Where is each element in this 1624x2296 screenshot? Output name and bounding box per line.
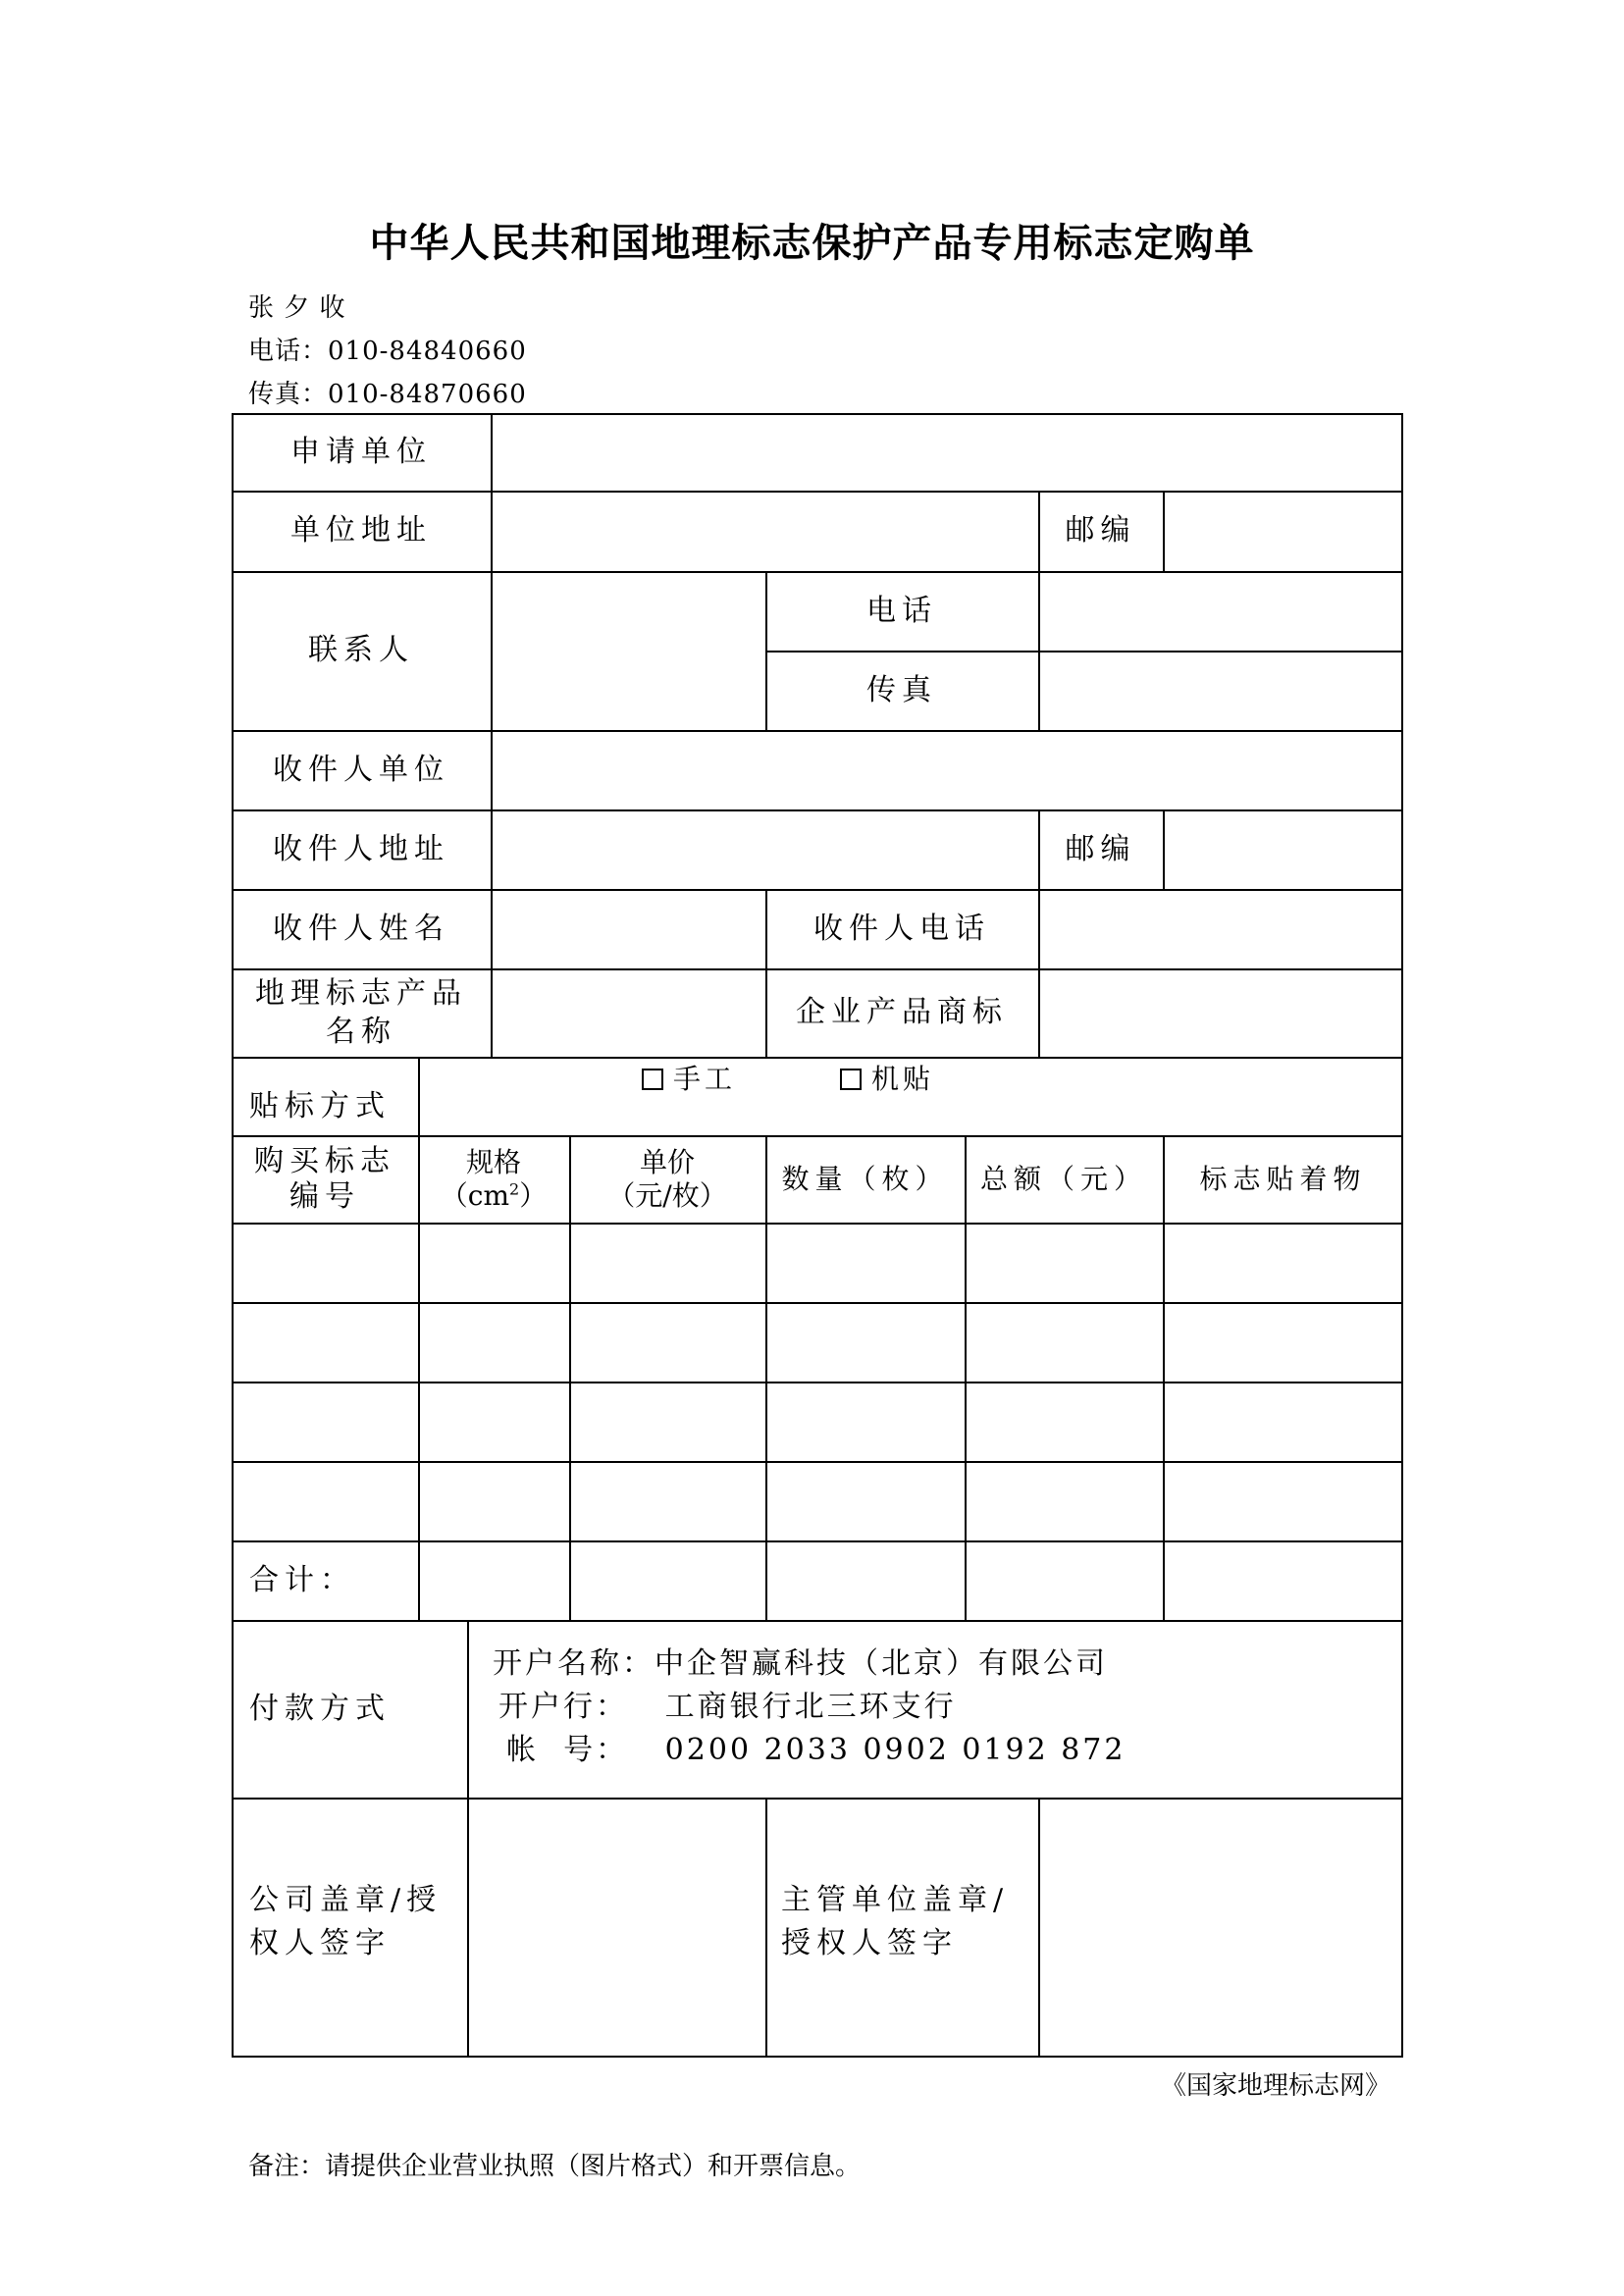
contact-person-label: 联系人 [308,633,414,667]
option-machine-label: 机贴 [871,1063,935,1096]
unit-address-field[interactable] [493,493,1038,571]
phone-field[interactable] [1040,573,1401,651]
table-row[interactable] [234,1463,1401,1540]
header-attached-to: 标志贴着物 [1199,1162,1367,1195]
option-manual-label: 手工 [673,1063,737,1096]
payment-details [493,1643,1126,1772]
account-name: 开户名称：中企智赢科技（北京）有限公司 [493,1646,1108,1681]
receiver-phone-label: 收件人电话 [813,911,990,946]
receiver-postcode-field[interactable] [1165,811,1401,889]
fax-line: 传真：010-84870660 [248,380,527,409]
header-label-code: 购买标志编号 [254,1143,395,1214]
receiver-address-label: 收件人地址 [273,831,449,866]
header-total: 总额（元） [979,1162,1147,1195]
product-name-label: 地理标志产品名称 [255,976,467,1049]
receiver-phone-field[interactable] [1040,891,1401,968]
authority-signature-area[interactable] [1040,1800,1401,2056]
total-label: 合计： [249,1562,355,1597]
receiver-postcode-label: 邮编 [1065,831,1136,866]
receiver-unit-field[interactable] [493,732,1401,809]
receiver-name-field[interactable] [493,891,765,968]
phone-label: 电话 [866,593,937,628]
machine-checkbox[interactable] [840,1069,862,1090]
postcode-field[interactable] [1165,493,1401,571]
source-note: 《国家地理标志网》 [1160,2071,1390,2101]
header-size [418,1135,569,1223]
phone-line: 电话：010-84840660 [248,337,527,366]
header-unit-price-unit: （元/枚） [607,1178,727,1212]
header-unit-price-text: 单价 [639,1145,695,1178]
applicant-unit-field[interactable] [493,415,1401,491]
company-signature-label: 公司盖章/授权人签字 [249,1883,443,1960]
table-row[interactable] [234,1304,1401,1382]
authority-signature-label: 主管单位盖章/授权人签字 [781,1883,1010,1960]
account-number: 帐 号： 0200 2033 0902 0192 872 [506,1733,1126,1767]
payment-label: 付款方式 [249,1691,391,1726]
option-manual[interactable] [642,1060,736,1099]
fax-field[interactable] [1040,652,1401,730]
product-name-field[interactable] [493,970,765,1057]
receiver-name-label: 收件人姓名 [273,911,449,946]
page-title: 中华人民共和国地理标志保护产品专用标志定购单 [369,220,1255,266]
receiver-unit-label: 收件人单位 [273,752,449,787]
table-row[interactable] [234,1225,1401,1302]
postcode-label: 邮编 [1065,513,1136,548]
product-trademark-label: 企业产品商标 [796,995,1008,1029]
rule [765,1798,767,2058]
remark: 备注：请提供企业营业执照（图片格式）和开票信息。 [248,2152,862,2181]
labeling-method-label: 贴标方式 [249,1089,391,1123]
receiver-address-field[interactable] [493,811,1038,889]
product-trademark-field[interactable] [1040,970,1401,1057]
applicant-unit-label: 申请单位 [290,434,432,469]
fax-label: 传真 [866,672,937,707]
unit-address-label: 单位地址 [290,513,432,548]
header-size-unit: $(cm^2)$ [440,1178,548,1212]
header-unit-price [569,1135,765,1223]
recipient-line: 张 夕 收 [248,293,346,323]
contact-person-field[interactable] [493,573,765,730]
header-quantity: 数量（枚） [781,1162,949,1195]
option-machine[interactable] [840,1060,934,1099]
header-size-text: 规格 [465,1145,521,1178]
manual-checkbox[interactable] [642,1069,663,1090]
table-row[interactable] [234,1383,1401,1461]
company-signature-area[interactable] [469,1800,765,2056]
bank-name: 开户行： 工商银行北三环支行 [498,1690,957,1724]
